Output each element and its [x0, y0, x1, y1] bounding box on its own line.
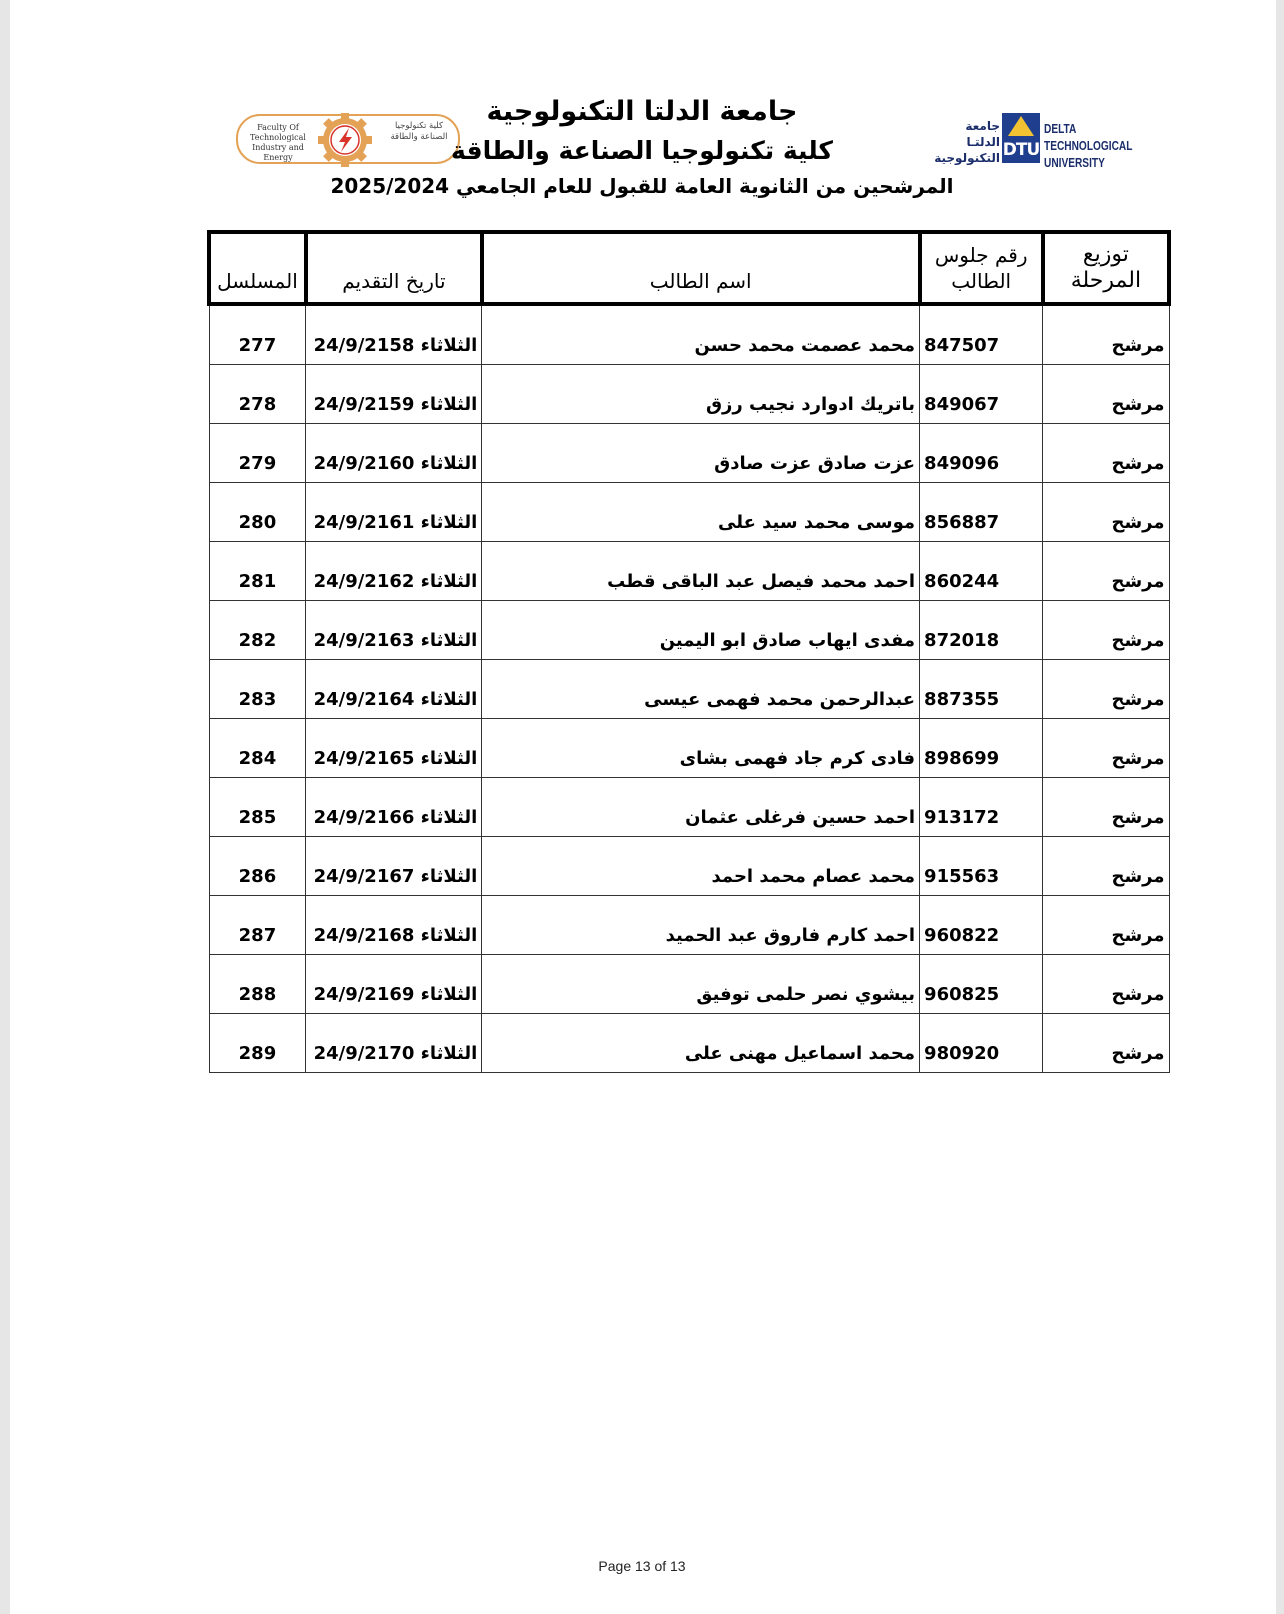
seat-number-cell: 872018	[920, 601, 1043, 660]
table-row	[209, 542, 1169, 601]
table-header-row	[209, 232, 1169, 304]
stage-cell: مرشح	[1043, 778, 1169, 837]
serial-cell: 281	[209, 542, 306, 601]
name-cell: احمد حسين فرغلى عثمان	[482, 778, 920, 837]
date-cell: الثلاثاء 24/9/2168	[306, 896, 482, 955]
name-cell: بيشوي نصر حلمى توفيق	[482, 955, 920, 1014]
date-cell: الثلاثاء 24/9/2162	[306, 542, 482, 601]
dtu-logo	[930, 110, 1150, 170]
table-row	[209, 601, 1169, 660]
serial-cell: 279	[209, 424, 306, 483]
stage-cell: مرشح	[1043, 483, 1169, 542]
dtu-abbr: DTU	[1002, 140, 1040, 160]
seat-number-cell: 856887	[920, 483, 1043, 542]
serial-cell: 283	[209, 660, 306, 719]
table-row	[209, 896, 1169, 955]
table-body	[209, 304, 1169, 1073]
stage-cell: مرشح	[1043, 1014, 1169, 1073]
seat-number-cell: 960822	[920, 896, 1043, 955]
serial-cell: 289	[209, 1014, 306, 1073]
date-cell: الثلاثاء 24/9/2167	[306, 837, 482, 896]
header-seat: رقم جلوس الطالب	[920, 232, 1043, 304]
serial-cell: 277	[209, 304, 306, 365]
dtu-emblem	[1002, 113, 1040, 163]
name-cell: عزت صادق عزت صادق	[482, 424, 920, 483]
serial-cell: 278	[209, 365, 306, 424]
serial-cell: 282	[209, 601, 306, 660]
serial-cell: 285	[209, 778, 306, 837]
date-cell: الثلاثاء 24/9/2158	[306, 304, 482, 365]
faculty-title: كلية تكنولوجيا الصناعة والطاقة	[451, 136, 833, 165]
table-row	[209, 719, 1169, 778]
table-row	[209, 1014, 1169, 1073]
name-cell: باتريك ادوارد نجيب رزق	[482, 365, 920, 424]
page-number: Page 13 of 13	[598, 1558, 686, 1574]
serial-cell: 280	[209, 483, 306, 542]
date-cell: الثلاثاء 24/9/2165	[306, 719, 482, 778]
name-cell: موسى محمد سيد على	[482, 483, 920, 542]
university-title: جامعة الدلتا التكنولوجية	[486, 96, 798, 127]
stage-cell: مرشح	[1043, 719, 1169, 778]
dtu-sun-icon	[1008, 116, 1034, 136]
table-row	[209, 955, 1169, 1014]
header-stage: توزيع المرحلة	[1043, 232, 1169, 304]
dtu-logo-en-text: DELTA TECHNOLOGICAL UNIVERSITY	[1044, 121, 1133, 170]
date-cell: الثلاثاء 24/9/2160	[306, 424, 482, 483]
name-cell: عبدالرحمن محمد فهمى عيسى	[482, 660, 920, 719]
serial-cell: 288	[209, 955, 306, 1014]
document-subtitle: المرشحين من الثانوية العامة للقبول للعام الجامعي 2025/2024	[330, 174, 954, 198]
name-cell: فادى كرم جاد فهمى بشاى	[482, 719, 920, 778]
stage-cell: مرشح	[1043, 837, 1169, 896]
table-row	[209, 778, 1169, 837]
date-cell: الثلاثاء 24/9/2169	[306, 955, 482, 1014]
table-row	[209, 365, 1169, 424]
faculty-logo-en-text: Faculty Of Technological Industry and Energy	[250, 123, 306, 162]
seat-number-cell: 849067	[920, 365, 1043, 424]
dtu-logo-ar-text: جامعة الدلتـا التكنولوجية	[934, 119, 1000, 165]
serial-cell: 287	[209, 896, 306, 955]
date-cell: الثلاثاء 24/9/2163	[306, 601, 482, 660]
date-cell: الثلاثاء 24/9/2164	[306, 660, 482, 719]
table-row	[209, 660, 1169, 719]
date-cell: الثلاثاء 24/9/2161	[306, 483, 482, 542]
date-cell: الثلاثاء 24/9/2170	[306, 1014, 482, 1073]
seat-number-cell: 915563	[920, 837, 1043, 896]
table-row	[209, 424, 1169, 483]
header-name: اسم الطالب	[482, 232, 920, 304]
header-date: تاريخ التقديم	[306, 232, 482, 304]
seat-number-cell: 960825	[920, 955, 1043, 1014]
seat-number-cell: 847507	[920, 304, 1043, 365]
date-cell: الثلاثاء 24/9/2159	[306, 365, 482, 424]
stage-cell: مرشح	[1043, 365, 1169, 424]
name-cell: احمد كارم فاروق عبد الحميد	[482, 896, 920, 955]
table-row	[209, 837, 1169, 896]
stage-cell: مرشح	[1043, 424, 1169, 483]
seat-number-cell: 849096	[920, 424, 1043, 483]
name-cell: محمد اسماعيل مهنى على	[482, 1014, 920, 1073]
name-cell: محمد عصمت محمد حسن	[482, 304, 920, 365]
stage-cell: مرشح	[1043, 304, 1169, 365]
seat-number-cell: 887355	[920, 660, 1043, 719]
stage-cell: مرشح	[1043, 542, 1169, 601]
serial-cell: 286	[209, 837, 306, 896]
stage-cell: مرشح	[1043, 660, 1169, 719]
faculty-logo-ar-text: كلية تكنولوجيا الصناعة والطاقة	[390, 121, 448, 142]
seat-number-cell: 980920	[920, 1014, 1043, 1073]
name-cell: احمد محمد فيصل عبد الباقى قطب	[482, 542, 920, 601]
stage-cell: مرشح	[1043, 601, 1169, 660]
stage-cell: مرشح	[1043, 896, 1169, 955]
table-row	[209, 483, 1169, 542]
table-row	[209, 304, 1169, 365]
seat-number-cell: 860244	[920, 542, 1043, 601]
stage-cell: مرشح	[1043, 955, 1169, 1014]
header-serial: المسلسل	[209, 232, 306, 304]
candidates-table	[207, 230, 1171, 1073]
name-cell: محمد عصام محمد احمد	[482, 837, 920, 896]
seat-number-cell: 913172	[920, 778, 1043, 837]
seat-number-cell: 898699	[920, 719, 1043, 778]
serial-cell: 284	[209, 719, 306, 778]
name-cell: مفدى ايهاب صادق ابو اليمين	[482, 601, 920, 660]
date-cell: الثلاثاء 24/9/2166	[306, 778, 482, 837]
